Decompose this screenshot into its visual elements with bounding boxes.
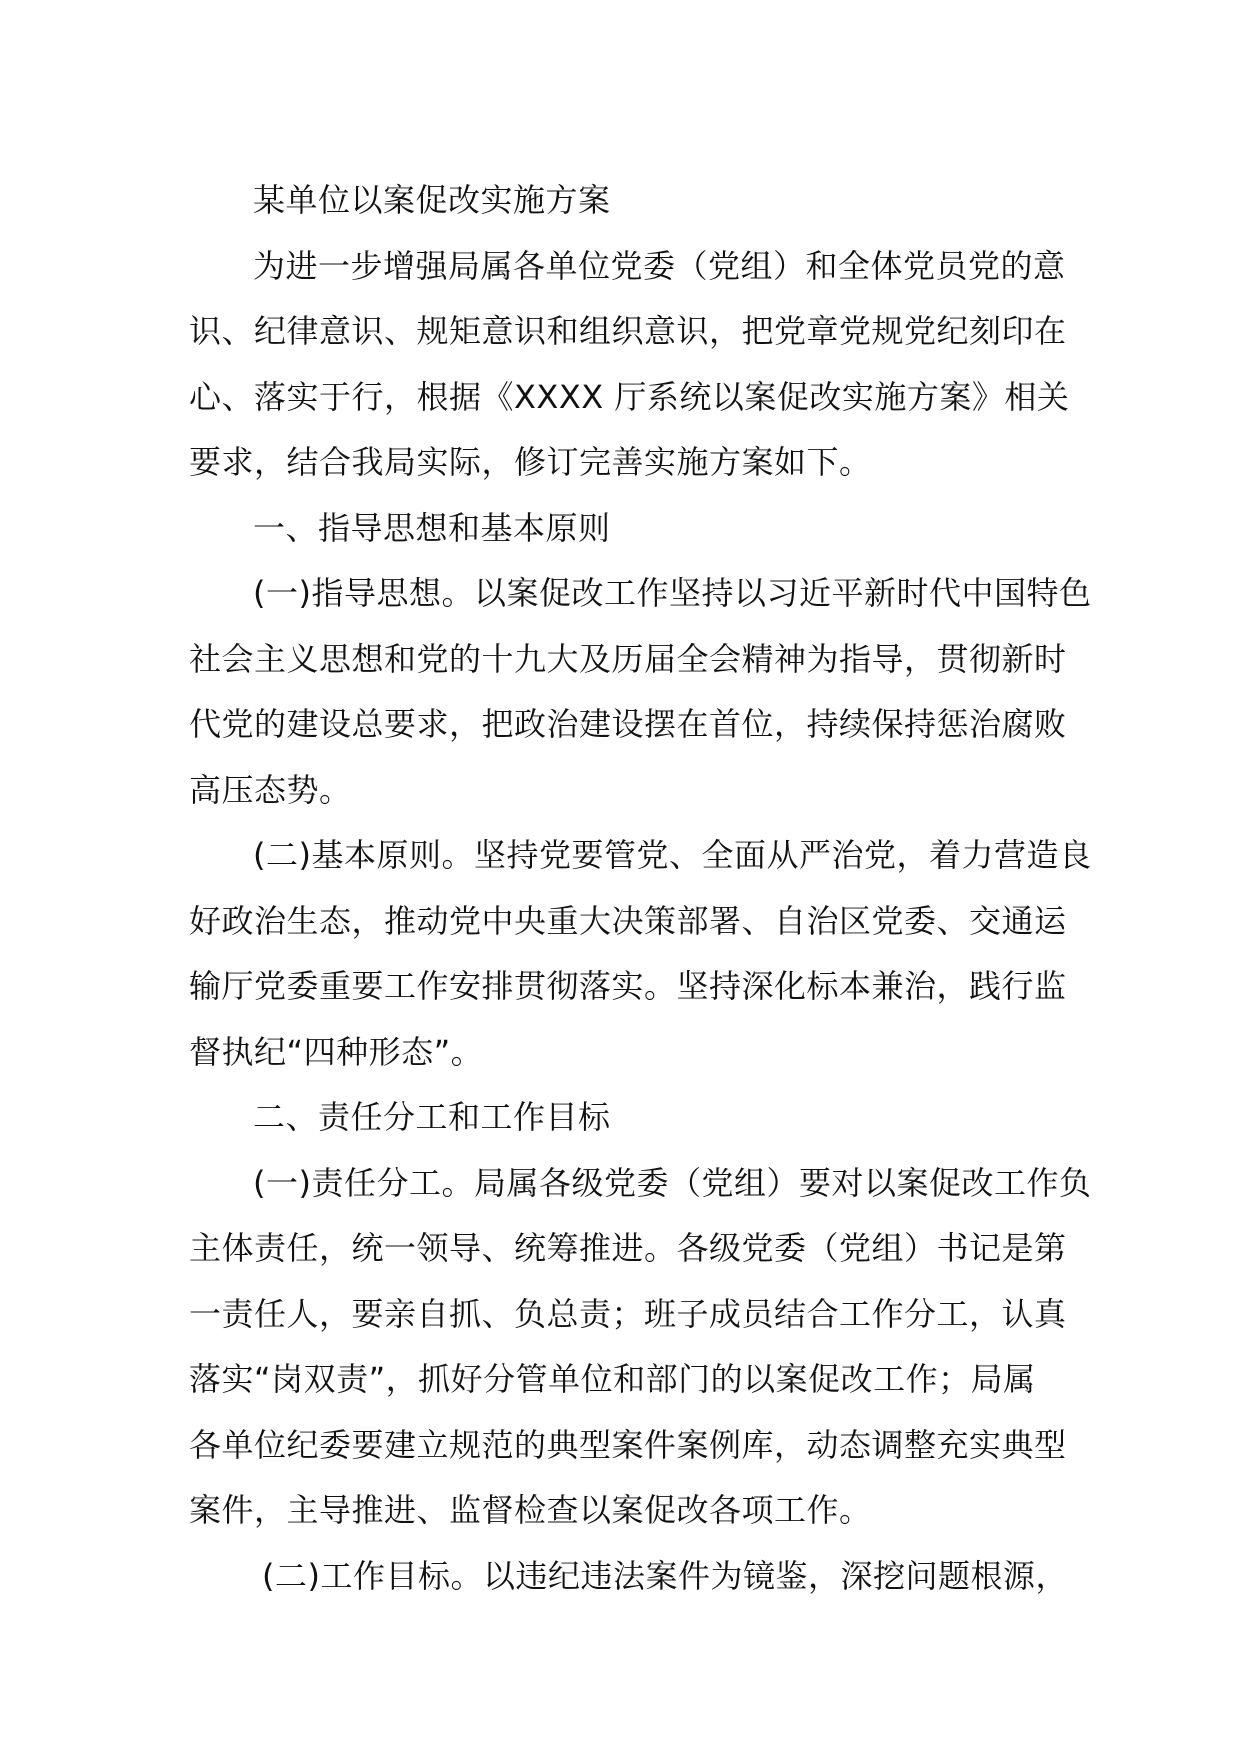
paragraph-line: 社会主义思想和党的十九大及历届全会精神为指导，贯彻新时: [189, 639, 1067, 678]
paragraph-line: 高压态势。: [189, 770, 352, 809]
paragraph-line: 心、落实于行，根据《XXXX 厅系统以案促改实施方案》相关: [189, 377, 1070, 416]
paragraph-line: (一)责任分工。局属各级党委（党组）要对以案促改工作负: [253, 1163, 1092, 1202]
paragraph-line: 一责任人，要亲自抓、负总责；班子成员结合工作分工，认真: [189, 1294, 1067, 1333]
section-heading: 一、指导思想和基本原则: [253, 508, 611, 547]
paragraph-line: 输厅党委重要工作安排贯彻落实。坚持深化标本兼治，践行监: [189, 967, 1067, 1005]
paragraph-line: 识、纪律意识、规矩意识和组织意识，把党章党规党纪刻印在: [189, 312, 1067, 350]
paragraph-line: 代党的建设总要求，把政治建设摆在首位，持续保持惩治腐败: [189, 705, 1067, 743]
paragraph-line: 为进一步增强局属各单位党委（党组）和全体党员党的意: [253, 246, 1066, 285]
paragraph-line: 各单位纪委要建立规范的典型案件案例库，动态调整充实典型: [189, 1425, 1067, 1464]
document-body: [189, 168, 1092, 1609]
paragraph-line: 落实“岗双责”，抓好分管单位和部门的以案促改工作；局属: [189, 1360, 1036, 1398]
paragraph-line: 好政治生态，推动党中央重大决策部署、自治区党委、交通运: [189, 901, 1067, 940]
paragraph-line: 案件，主导推进、监督检查以案促改各项工作。: [189, 1491, 872, 1529]
paragraph-line: (一)指导思想。以案促改工作坚持以习近平新时代中国特色: [253, 574, 1092, 612]
paragraph-line: 要求，结合我局实际，修订完善实施方案如下。: [189, 443, 872, 481]
paragraph-line: 督执纪“四种形态”。: [189, 1032, 484, 1071]
section-heading: 二、责任分工和工作目标: [253, 1098, 611, 1136]
document-title: 某单位以案促改实施方案: [253, 181, 611, 219]
paragraph-line: (二)工作目标。以违纪违法案件为镜鉴，深挖问题根源，: [262, 1556, 1068, 1595]
paragraph-line: 主体责任，统一领导、统筹推进。各级党委（党组）书记是第: [189, 1229, 1067, 1267]
paragraph-line: (二)基本原则。坚持党要管党、全面从严治党，着力营造良: [253, 836, 1092, 874]
